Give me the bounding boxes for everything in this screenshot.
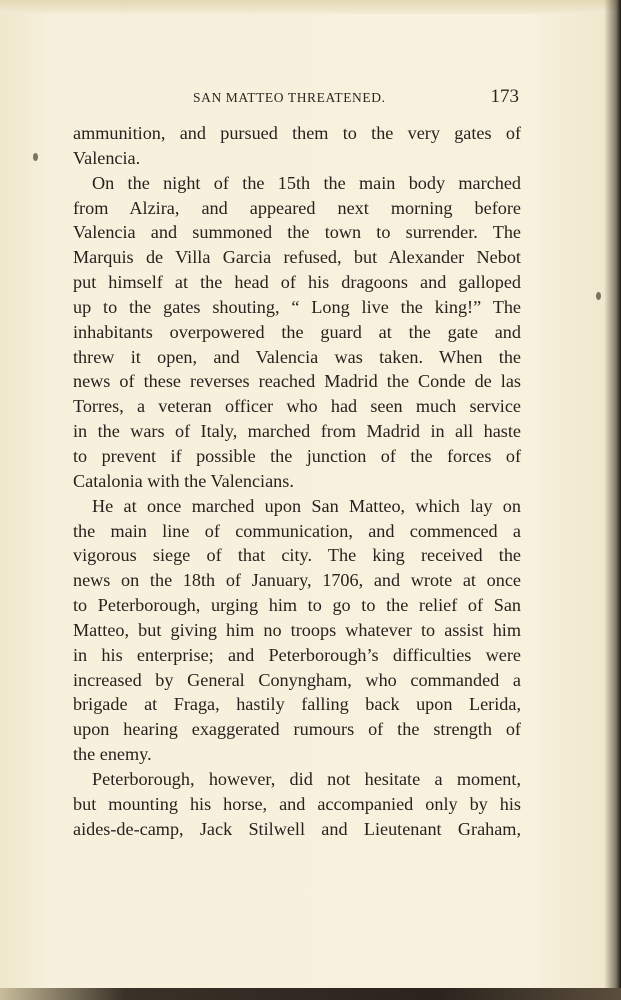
text-line: in his enterprise; and Peterborough’s difficulties were — [73, 644, 521, 665]
text-line: news on the 18th of January, 1706, and wrote at once — [73, 570, 521, 591]
ink-speck — [596, 292, 601, 300]
page-number: 173 — [490, 86, 519, 107]
text-line: to prevent if possible the junction of the forces of — [73, 445, 521, 466]
text-line: but mounting his horse, and accompanied only by his — [73, 793, 521, 814]
text-line: Marquis de Villa Garcia refused, but Alexander Nebot — [73, 247, 521, 268]
text-line: to Peterborough, urging him to go to the relief of San — [73, 595, 521, 616]
page-bottom-edge — [0, 988, 621, 1000]
text-line: increased by General Conyngham, who commanded a — [73, 669, 521, 690]
text-line: On the night of the 15th the main body marched — [92, 172, 521, 193]
text-line: Torres, a veteran officer who had seen much service — [73, 396, 521, 417]
text-line: in the wars of Italy, marched from Madrid in all haste — [73, 421, 521, 442]
text-line: news of these reverses reached Madrid the Conde de las — [73, 371, 521, 392]
text-line: inhabitants overpowered the guard at the gate and — [73, 321, 521, 342]
running-title: SAN MATTEO THREATENED. — [193, 90, 386, 105]
text-line: the enemy. — [73, 744, 152, 765]
text-line: Valencia. — [73, 147, 141, 168]
ink-speck — [33, 153, 38, 161]
text-line: from Alzira, and appeared next morning before — [73, 197, 521, 218]
body-text — [73, 121, 521, 841]
text-line: threw it open, and Valencia was taken. When the — [73, 346, 521, 367]
text-line: the main line of communication, and commenced a — [73, 520, 521, 541]
text-line: Matteo, but giving him no troops whatever to assist him — [73, 619, 521, 640]
text-line: aides-de-camp, Jack Stilwell and Lieutenant Graham, — [73, 818, 521, 839]
text-line: Valencia and summoned the town to surrender. The — [73, 222, 521, 243]
page-top-edge — [0, 0, 621, 14]
text-line: upon hearing exaggerated rumours of the strength of — [73, 719, 521, 740]
spine-shadow — [604, 0, 621, 1000]
running-head — [73, 87, 519, 111]
text-line: brigade at Fraga, hastily falling back upon Lerida, — [73, 694, 521, 715]
text-line: vigorous siege of that city. The king received the — [73, 545, 521, 566]
text-line: ammunition, and pursued them to the very gates of — [73, 123, 521, 143]
text-line: up to the gates shouting, “ Long live the king!” The — [73, 296, 521, 317]
text-line: He at once marched upon San Matteo, which lay on — [92, 495, 521, 516]
text-line: Peterborough, however, did not hesitate a moment, — [92, 768, 521, 789]
text-line: Catalonia with the Valencians. — [73, 470, 294, 491]
text-line: put himself at the head of his dragoons and galloped — [73, 272, 521, 293]
